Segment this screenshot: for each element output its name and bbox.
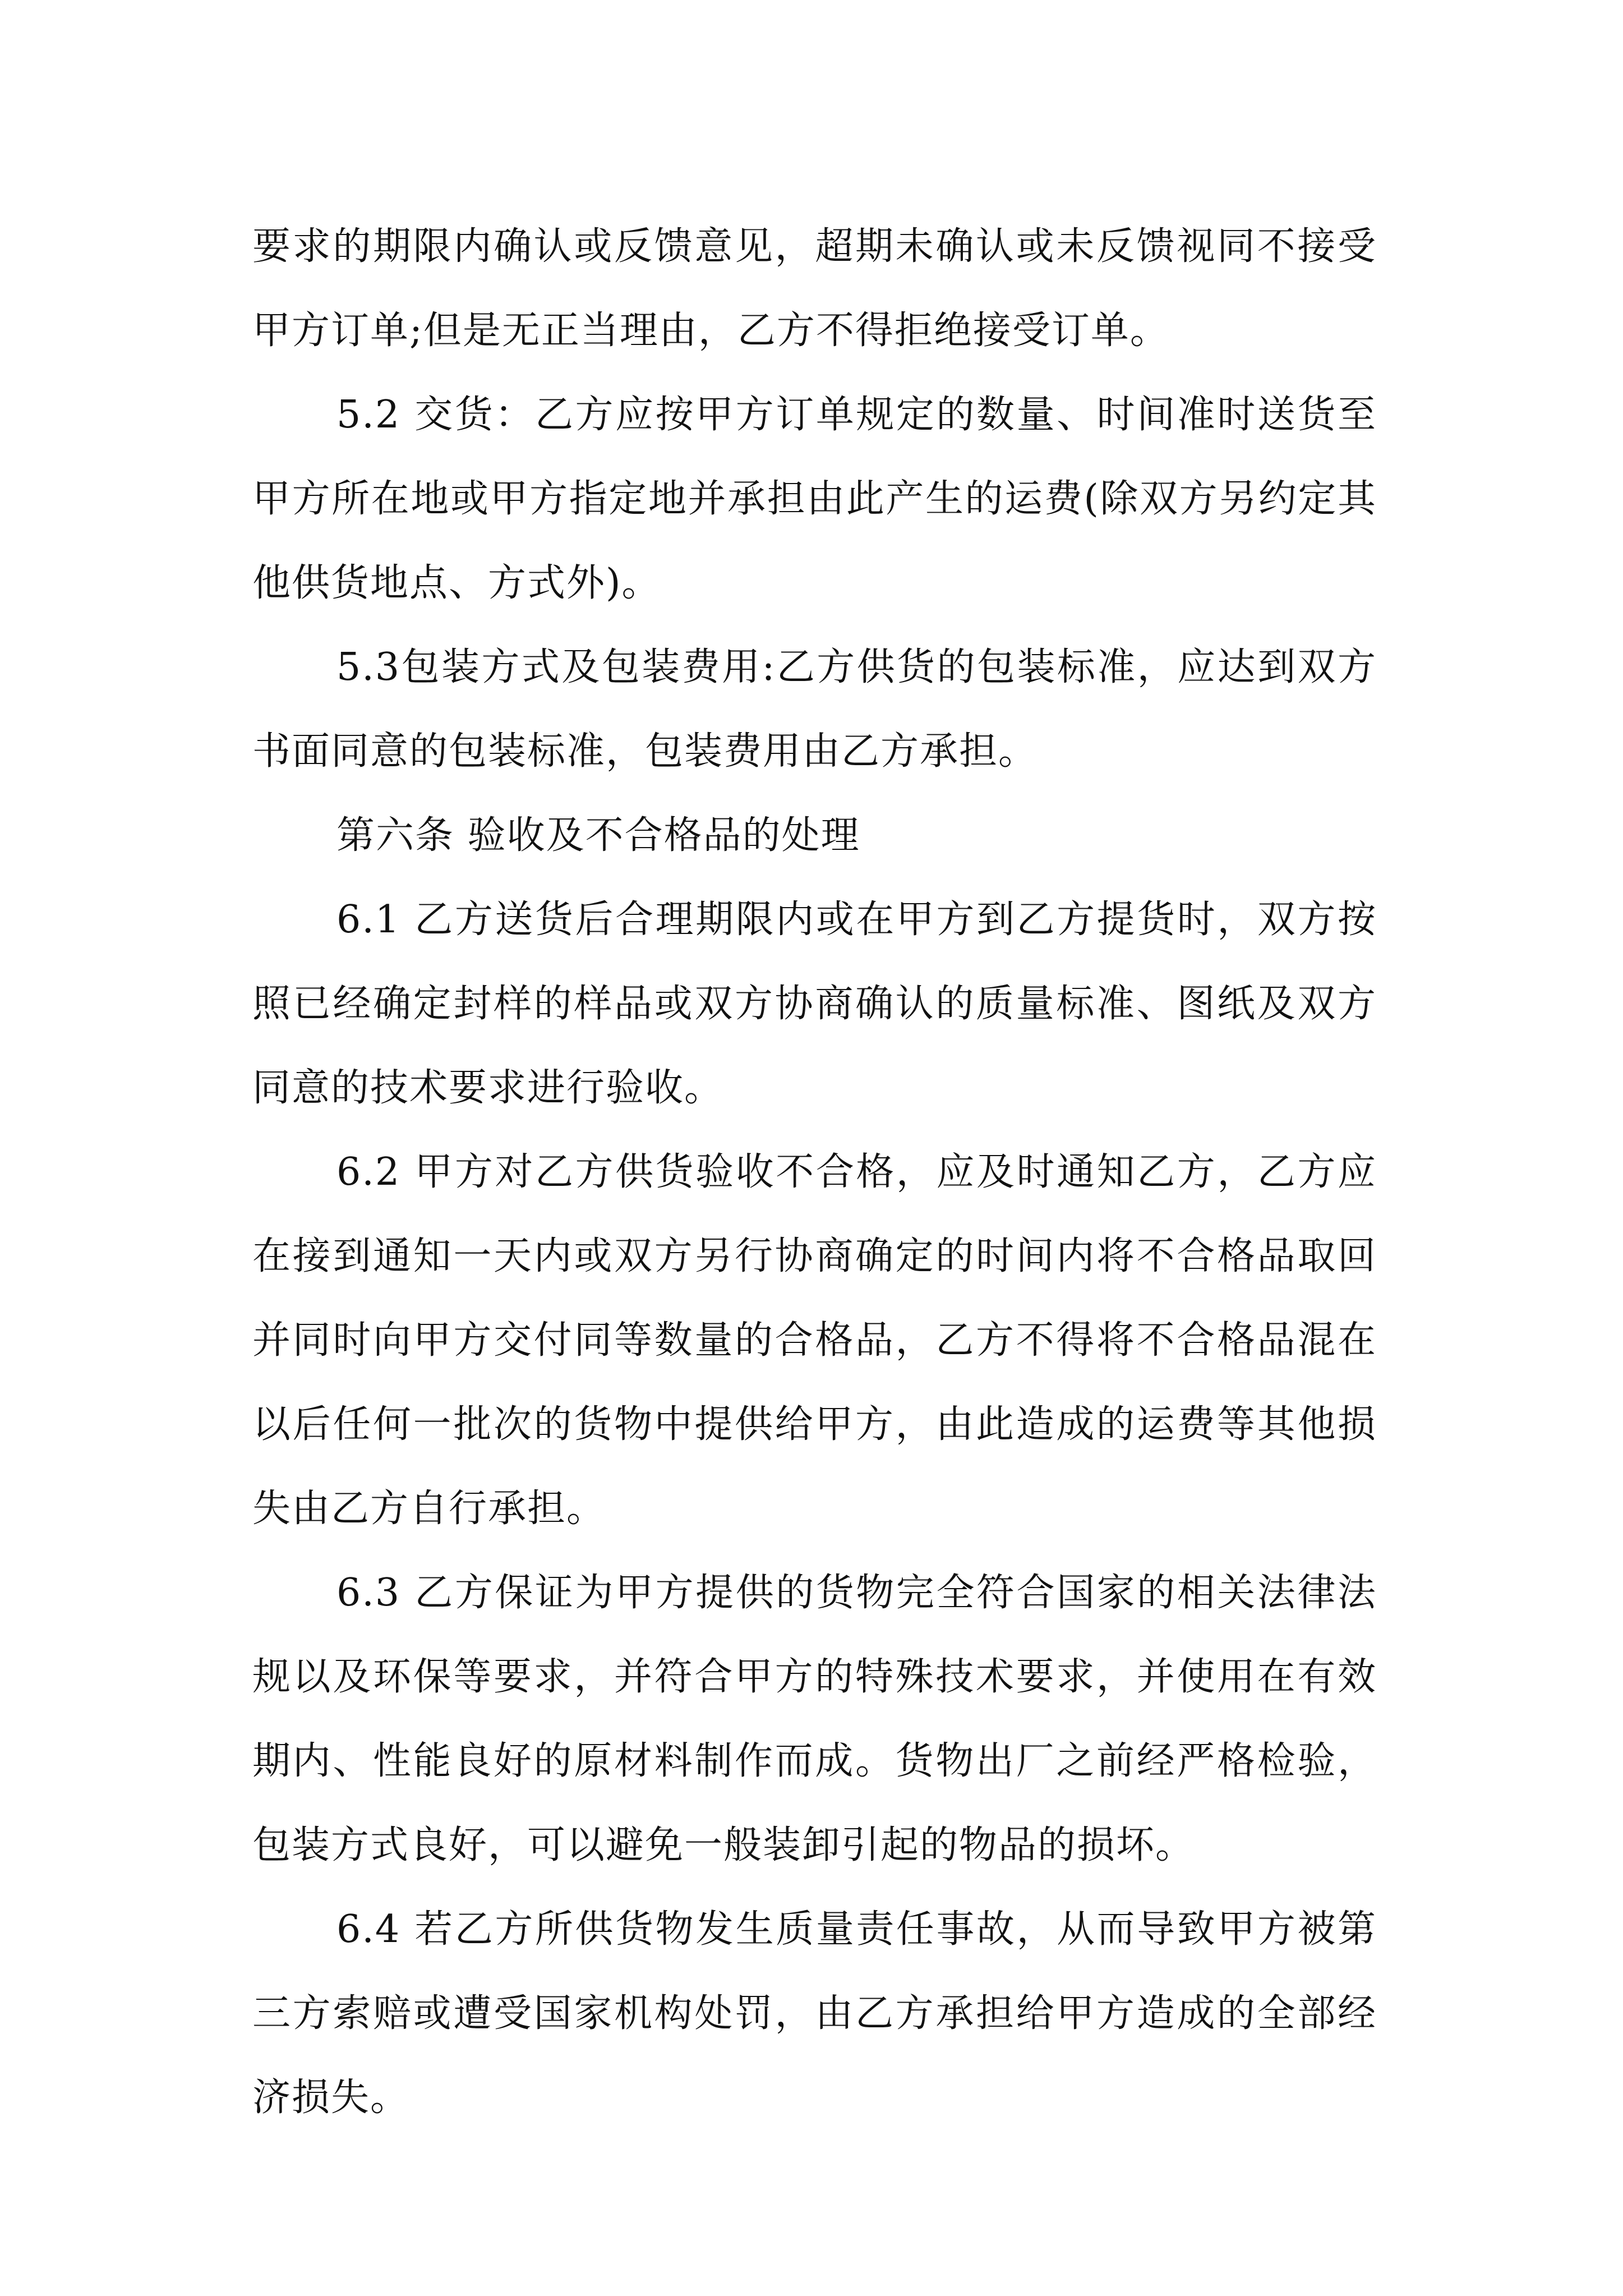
paragraph-order-confirmation: 要求的期限内确认或反馈意见，超期未确认或未反馈视同不接受甲方订单;但是无正当理由，乙方不得拒绝接受订单。 [252,224,1377,353]
paragraph-6-3-quality-guarantee: 6.3 乙方保证为甲方提供的货物完全符合国家的相关法律法规以及环保等要求，并符合甲方的特殊技术要求，并使用在有效期内、性能良好的原材料制作而成。货物出厂之前经严格检验，包装方式良好，可以避免一般装卸引起的物品的损坏。 [252,1571,1377,1867]
paragraph-5-2-delivery: 5.2 交货：乙方应按甲方订单规定的数量、时间准时送货至甲方所在地或甲方指定地并承担由此产生的运费(除双方另约定其他供货地点、方式外)。 [252,393,1377,605]
paragraph-6-2-nonconforming: 6.2 甲方对乙方供货验收不合格，应及时通知乙方，乙方应在接到通知一天内或双方另行协商确定的时间内将不合格品取回并同时向甲方交付同等数量的合格品，乙方不得将不合格品混在以后任何一批次的货物中提供给甲方，由此造成的运费等其他损失由乙方自行承担。 [252,1150,1377,1531]
document-body [252,205,1377,2140]
paragraph-6-4-liability: 6.4 若乙方所供货物发生质量责任事故，从而导致甲方被第三方索赔或遭受国家机构处罚，由乙方承担给甲方造成的全部经济损失。 [252,1907,1377,2120]
section-heading-article-6: 第六条 验收及不合格品的处理 [336,813,860,858]
paragraph-6-1-inspection: 6.1 乙方送货后合理期限内或在甲方到乙方提货时，双方按照已经确定封样的样品或双方协商确认的质量标准、图纸及双方同意的技术要求进行验收。 [252,898,1377,1110]
paragraph-5-3-packaging: 5.3包装方式及包装费用:乙方供货的包装标准，应达到双方书面同意的包装标准，包装费用由乙方承担。 [252,645,1377,774]
